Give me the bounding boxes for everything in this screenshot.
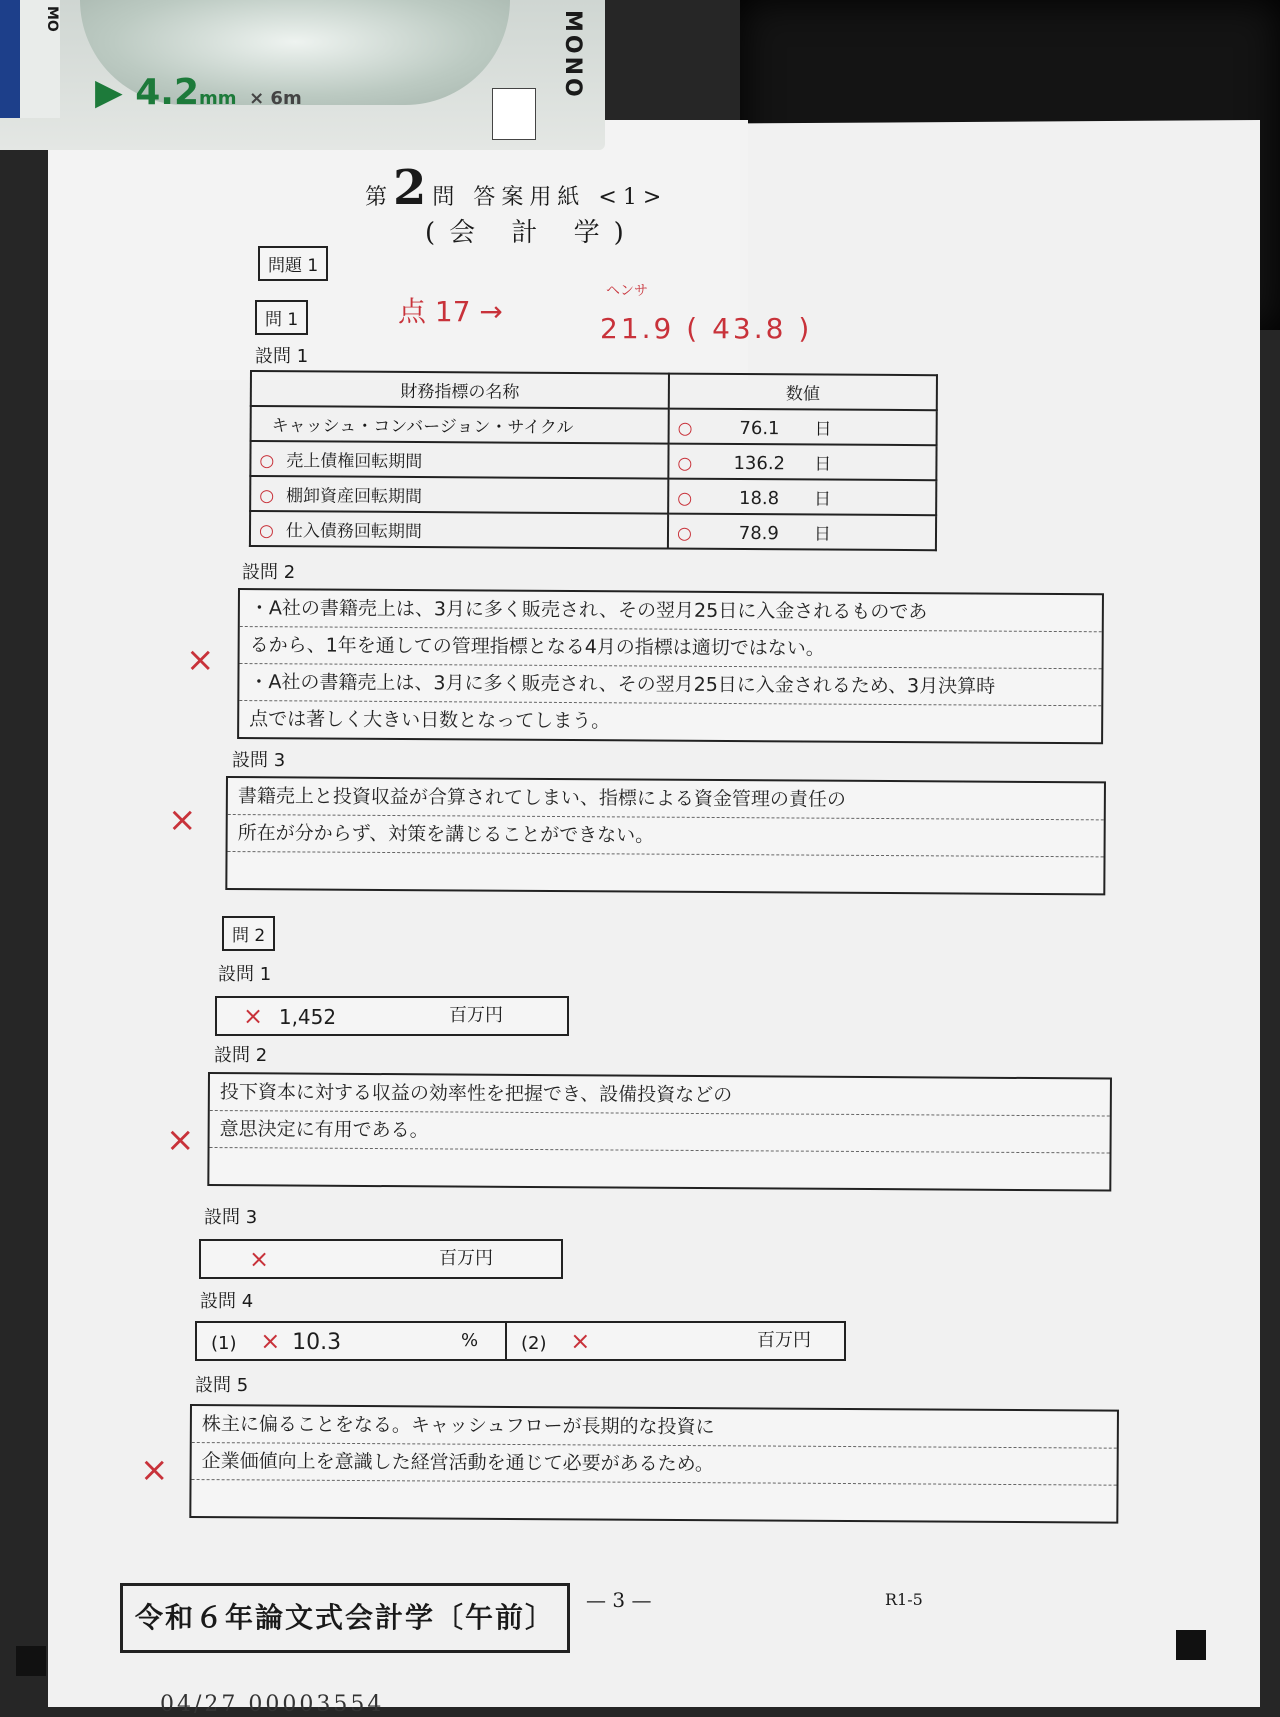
q2-s2-answer-box — [207, 1072, 1112, 1192]
correct-mark: ○ — [259, 486, 274, 506]
answer-line: ・A社の書籍売上は、3月に多く販売され、その翌月25日に入金されるものであ — [240, 590, 1102, 632]
tape-size-value: 4.2 — [135, 72, 199, 113]
answer-line: 書籍売上と投資収益が合算されてしまい、指標による資金管理の責任の — [228, 778, 1104, 820]
brand-label: MONO — [560, 10, 585, 100]
correct-mark: ○ — [677, 454, 692, 474]
indicator-table — [249, 370, 938, 551]
q2-s5-label: 設問 5 — [195, 1371, 248, 1397]
part-number: (2) — [521, 1333, 547, 1354]
tape-length: × 6m — [249, 88, 302, 109]
row-name-cell — [250, 441, 668, 479]
col-value-header: 数値 — [669, 374, 937, 411]
correct-mark: ○ — [259, 521, 274, 541]
q1-s3-answer-box — [225, 776, 1106, 895]
q2-s3-answer-box — [199, 1239, 563, 1279]
value-unit: 日 — [814, 419, 831, 439]
tape-size-label — [95, 72, 302, 113]
correct-mark: ○ — [677, 489, 692, 509]
incorrect-mark: × — [166, 1120, 195, 1160]
q2-s2-label: 設問 2 — [214, 1041, 267, 1067]
q2-s1-value: 1,452 — [279, 1005, 336, 1029]
incorrect-mark: × — [260, 1327, 280, 1355]
grader-score-note: 点 17 → — [398, 290, 503, 330]
play-triangle-icon: ▶ — [95, 72, 123, 113]
bottom-serial-text: 04/27 00003554 — [160, 1692, 384, 1717]
q2-s4-part2-box — [505, 1321, 846, 1361]
correct-mark: ○ — [677, 524, 692, 544]
title-suffix: 問 答案用紙 <1> — [432, 185, 667, 210]
answer-line: 点では著しく大きい日数となってしまう。 — [239, 701, 1101, 742]
answer-line — [227, 852, 1103, 893]
answer-line: るから、1年を通しての管理指標となる4月の指標は適切ではない。 — [240, 627, 1102, 669]
q1-s2-label: 設問 2 — [242, 558, 295, 584]
row-value-cell — [669, 409, 937, 446]
q2-s4-p1-value: 10.3 — [292, 1330, 341, 1355]
answer-line: 企業価値向上を意識した経営活動を通じて必要があるため。 — [192, 1443, 1117, 1486]
q1-s3-label: 設問 3 — [232, 746, 285, 772]
indicator-value: 18.8 — [704, 488, 814, 510]
indicator-name: 売上債権回転期間 — [286, 451, 422, 472]
row-name-cell — [250, 511, 668, 549]
q1-label: 問 1 — [255, 300, 308, 335]
q2-s4-label: 設問 4 — [200, 1287, 253, 1313]
registration-mark-right — [1176, 1630, 1206, 1660]
unit-label: 百万円 — [757, 1323, 811, 1359]
q2-label: 問 2 — [222, 916, 275, 951]
correction-tape-package — [0, 0, 605, 150]
part-number: (1) — [211, 1333, 237, 1354]
registration-mark-left — [16, 1646, 46, 1676]
table-row — [250, 476, 936, 515]
q2-s4-part1-box — [195, 1321, 507, 1361]
table-row — [250, 511, 936, 550]
brand-label-left: MO — [44, 6, 60, 32]
table-row — [250, 441, 936, 480]
value-unit: 日 — [814, 489, 831, 509]
q2-s1-answer-box — [215, 996, 569, 1036]
q1-s2-answer-box — [237, 588, 1104, 744]
table-header-row — [251, 371, 937, 410]
sheet-title — [365, 160, 667, 216]
row-value-cell — [668, 479, 936, 516]
unit-label: % — [461, 1323, 478, 1359]
q1-s1-label: 設問 1 — [255, 342, 308, 368]
incorrect-mark: × — [186, 640, 215, 680]
incorrect-mark: × — [168, 800, 197, 840]
problem-label: 問題 1 — [258, 246, 328, 281]
q2-s3-label: 設問 3 — [204, 1203, 257, 1229]
title-number: 2 — [393, 160, 432, 216]
value-unit: 日 — [814, 524, 831, 544]
q2-s1-label: 設問 1 — [218, 960, 271, 986]
table-row — [251, 406, 937, 445]
tape-size-unit: mm — [199, 88, 237, 109]
row-value-cell — [668, 444, 936, 481]
answer-line: 所在が分からず、対策を講じることができない。 — [228, 815, 1104, 857]
answer-line: 株主に偏ることをなる。キャッシュフローが長期的な投資に — [192, 1406, 1117, 1449]
package-white-strip — [20, 0, 60, 118]
answer-line — [209, 1148, 1109, 1189]
q2-s5-answer-box — [189, 1404, 1119, 1524]
incorrect-mark: × — [249, 1245, 269, 1273]
sheet-subtitle: (会 計 学) — [425, 212, 638, 249]
incorrect-mark: × — [140, 1450, 169, 1490]
answer-line — [191, 1480, 1116, 1522]
answer-line: 意思決定に有用である。 — [210, 1111, 1110, 1153]
unit-label: 百万円 — [449, 998, 503, 1034]
grader-note-small: ヘンサ — [606, 280, 648, 300]
incorrect-mark: × — [570, 1327, 590, 1355]
row-name-cell — [250, 476, 668, 514]
correct-mark: ○ — [259, 451, 274, 471]
col-name-header: 財務指標の名称 — [251, 371, 669, 409]
indicator-name: 仕入債務回転期間 — [286, 521, 422, 542]
correct-mark: ○ — [678, 419, 693, 439]
indicator-name: キャッシュ・コンバージョン・サイクル — [272, 416, 574, 438]
title-prefix: 第 — [365, 185, 393, 210]
indicator-value: 76.1 — [704, 418, 814, 440]
value-unit: 日 — [814, 454, 831, 474]
grader-deviation-note: 21.9 ( 43.8 ) — [600, 312, 812, 345]
indicator-value: 136.2 — [704, 453, 814, 475]
package-blue-strip — [0, 0, 20, 118]
indicator-name: 棚卸資産回転期間 — [286, 486, 422, 507]
disposable-badge — [492, 88, 536, 140]
incorrect-mark: × — [243, 1002, 263, 1030]
answer-line: ・A社の書籍売上は、3月に多く販売され、その翌月25日に入金されるため、3月決算時 — [239, 664, 1101, 706]
form-code: R1-5 — [885, 1590, 923, 1609]
exam-title-box: 令和６年論文式会計学〔午前〕 — [120, 1583, 570, 1653]
page-number: — 3 — — [586, 1588, 651, 1612]
indicator-value: 78.9 — [704, 523, 814, 545]
row-value-cell — [668, 514, 936, 551]
row-name-cell — [251, 406, 669, 444]
unit-label: 百万円 — [439, 1241, 493, 1277]
answer-line: 投下資本に対する収益の効率性を把握でき、設備投資などの — [210, 1074, 1110, 1116]
